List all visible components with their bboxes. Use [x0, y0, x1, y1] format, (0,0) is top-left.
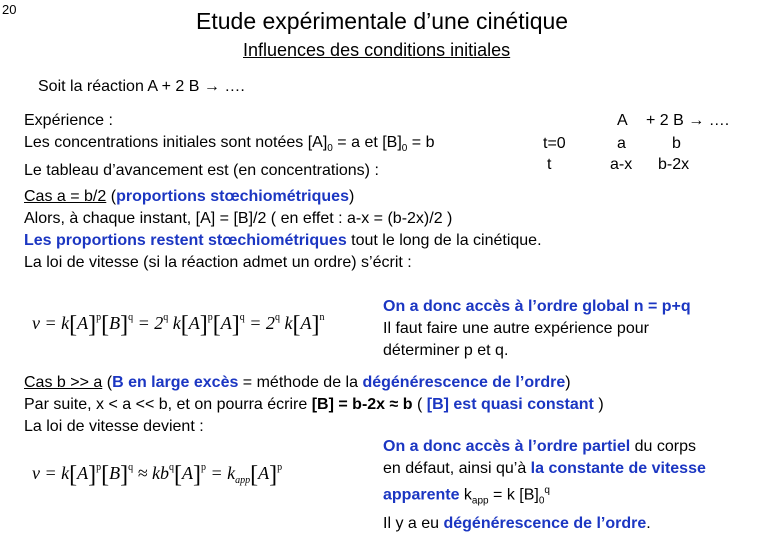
case-a-note — [383, 296, 691, 362]
case-b-note-line3: apparente $k_{app} = k$ $[B]_0^q$ — [383, 485, 550, 507]
table-cell-a-x: a-x — [610, 156, 633, 173]
case-b-block — [24, 372, 604, 438]
case-a-line3: Les proportions restent stœchiométriques tout le long de la cinétique. — [24, 232, 542, 249]
experience-label: Expérience : — [24, 112, 113, 129]
case-a-note-line1: On a donc accès à l’ordre global n = p+q — [383, 298, 691, 315]
reaction-line: Soit la réaction A + 2 B → …. — [38, 78, 245, 95]
case-b-heading-line: Cas b >> a (B en large excès = méthode de la dégénérescence de l’ordre) — [24, 374, 571, 391]
case-a-note-line2: Il faut faire une autre expérience pour — [383, 320, 649, 337]
slide-number: 20 — [2, 2, 17, 17]
case-a-heading-line: Cas a = b/2 (proportions stœchiométriques) — [24, 188, 355, 205]
case-a-line4: La loi de vitesse (si la réaction admet un ordre) s’écrit : — [24, 254, 412, 271]
table-cell-a: a — [617, 135, 626, 152]
experience-line1: Les concentrations initiales sont notées $[A]_0 = a$ et $[B]_0 = b$ — [24, 134, 435, 155]
case-b-note-line2: en défaut, ainsi qu’à la constante de vitesse — [383, 460, 706, 477]
experience-line2: Le tableau d’avancement est (en concentrations) : — [24, 162, 379, 180]
case-b-note — [383, 436, 706, 535]
page-title: Etude expérimentale d’une cinétique — [196, 8, 569, 34]
table-cell-A: A — [617, 112, 628, 129]
case-b-line2: Par suite, x < a << b, et on pourra écrire [B] = b-2x ≈ b ( [B] est quasi constant ) — [24, 396, 604, 413]
table-cell-b: b — [672, 135, 681, 152]
table-cell-reaction: + 2 B → …. — [646, 112, 730, 129]
case-a-line2: Alors, à chaque instant, [A] = [B]/2 ( en effet : a-x = (b-2x)/2 ) — [24, 210, 453, 227]
case-b-line3: La loi de vitesse devient : — [24, 418, 204, 435]
experience-block — [24, 110, 435, 182]
table-cell-b-2x: b-2x — [658, 156, 690, 173]
page-subtitle: Influences des conditions initiales — [243, 40, 511, 60]
rate-law-equation-1: $v = k[A]^p[B]^q = 2^q$ $k[A]^p[A]^q = 2^q$ $k[A]^n$ — [32, 312, 325, 338]
case-a-note-line3: déterminer p et q. — [383, 342, 509, 359]
table-cell-t0: t=0 — [543, 135, 566, 152]
case-a-block — [24, 186, 542, 274]
case-b-note-line1: On a donc accès à l’ordre partiel du corps — [383, 438, 697, 455]
case-b-note-line4: Il y a eu dégénérescence de l’ordre. — [383, 514, 651, 532]
rate-law-equation-2: $v = k[A]^p[B]^q \approx kb^q[A]^p = k_{app}[A]^p$ — [32, 462, 283, 488]
table-cell-t: t — [547, 156, 552, 173]
